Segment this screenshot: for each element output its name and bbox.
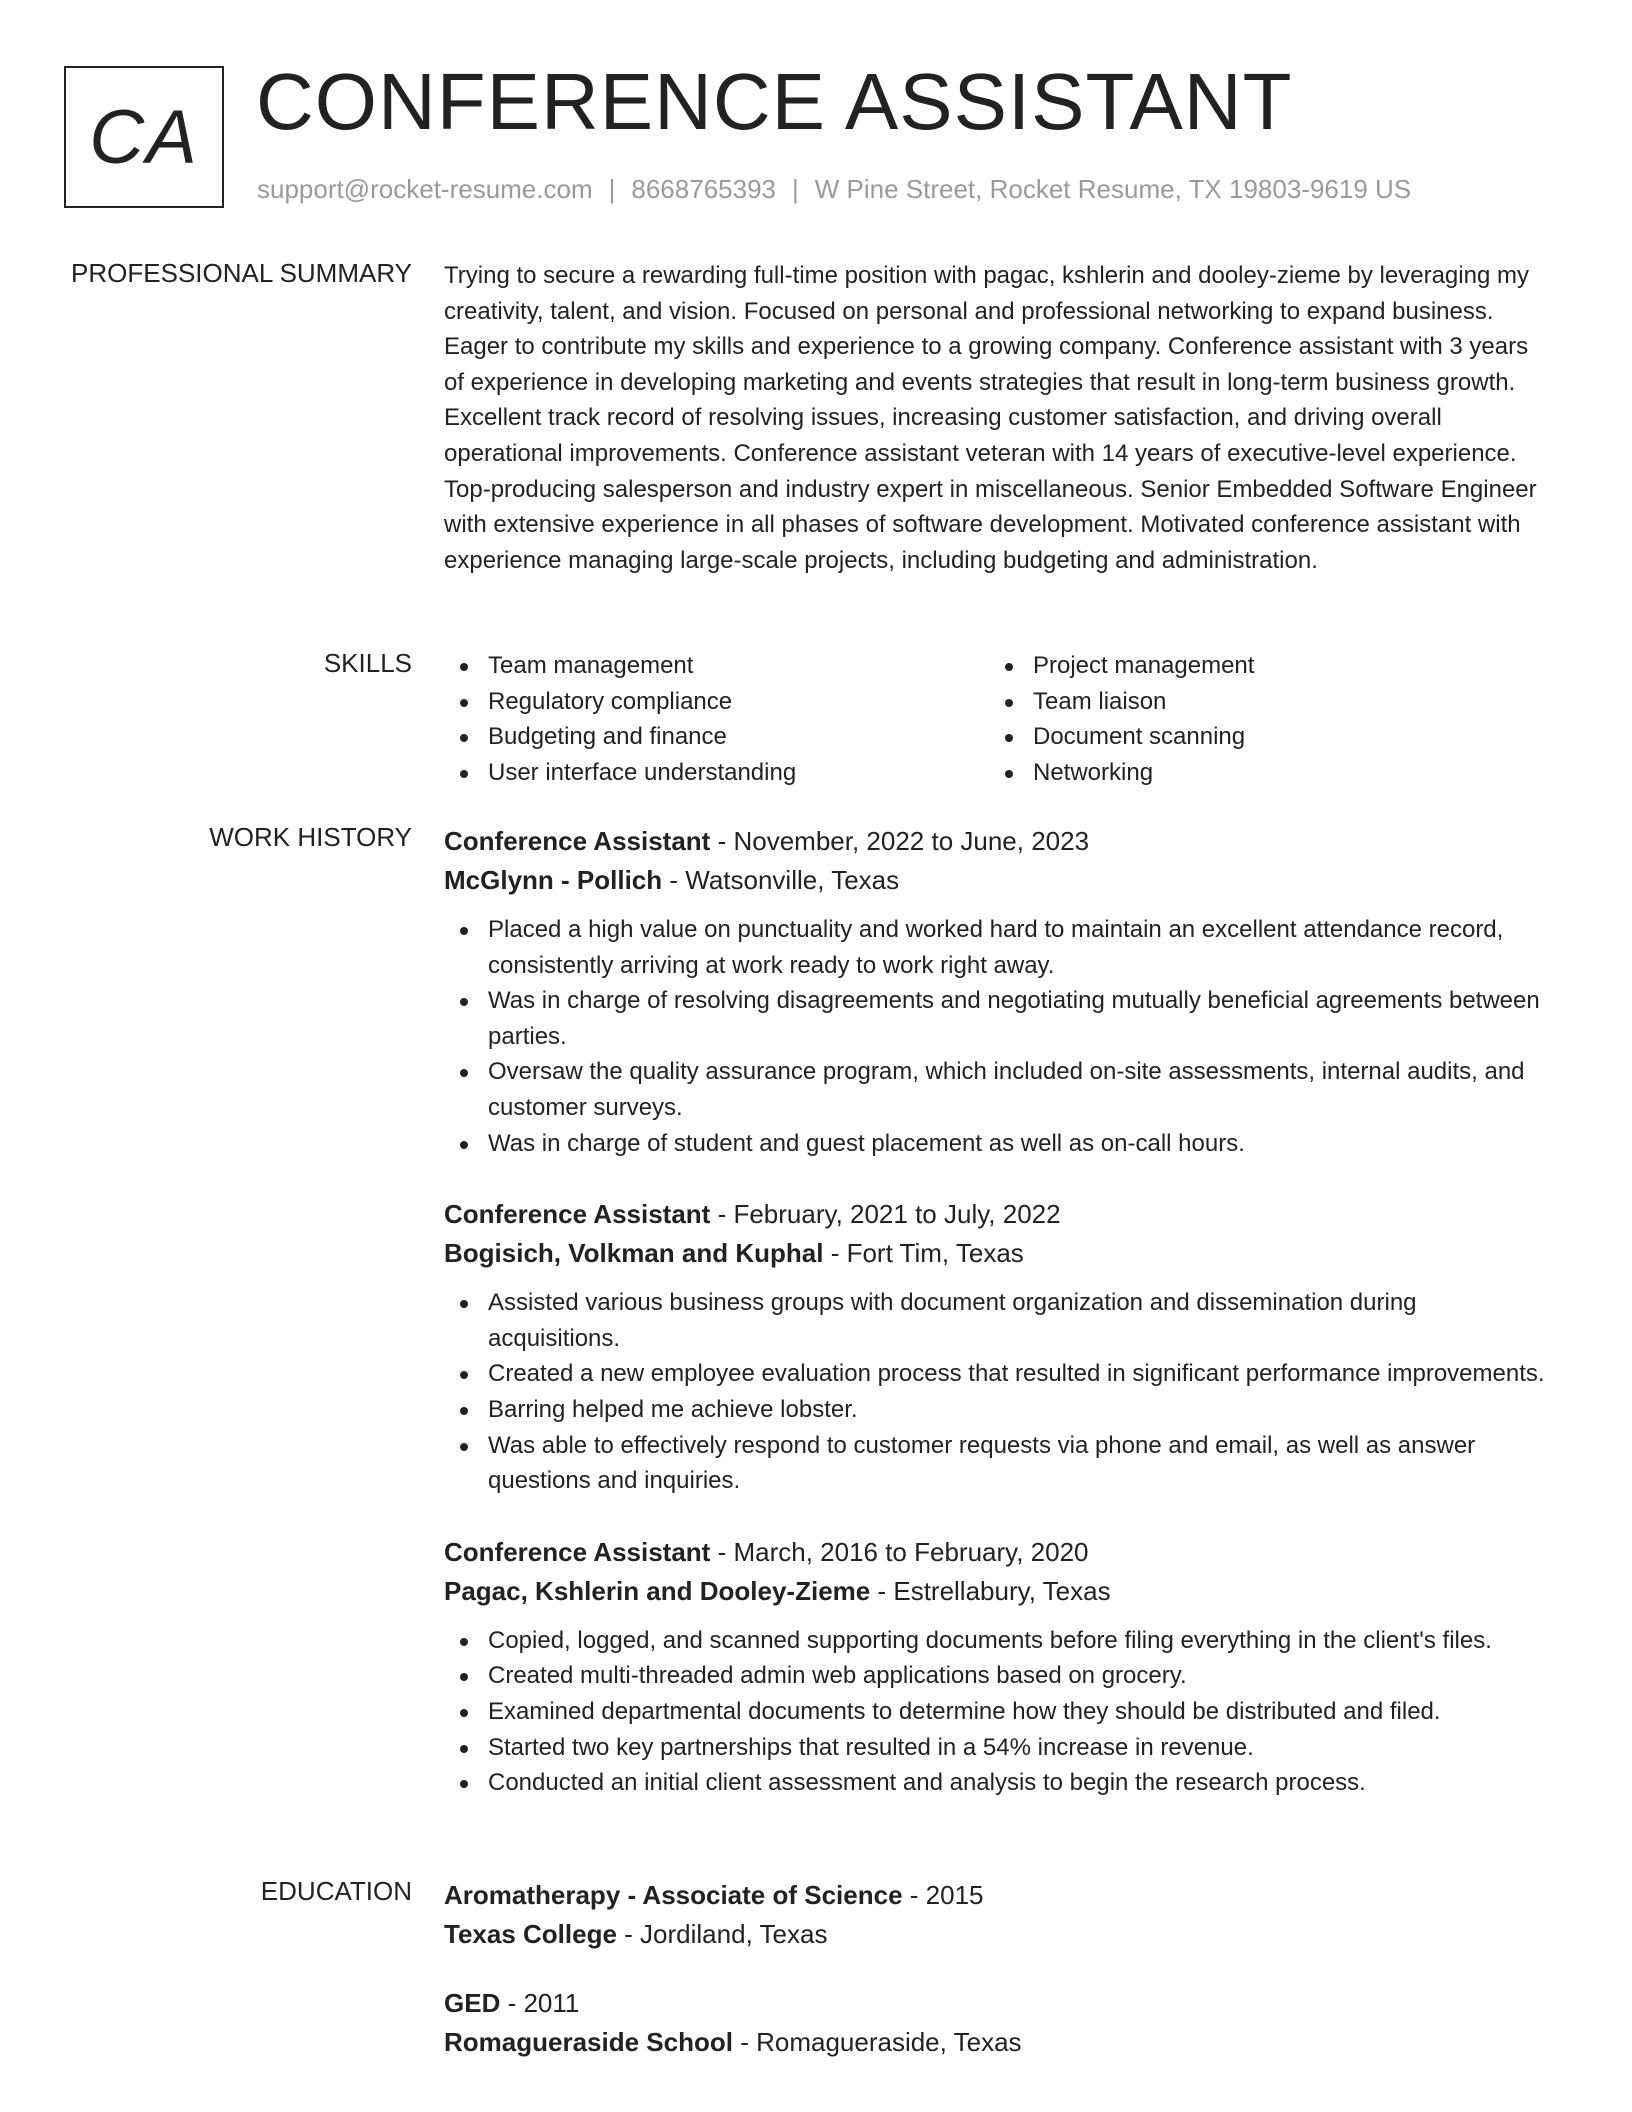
skill-item: Regulatory compliance (444, 684, 989, 720)
job-bullet: Copied, logged, and scanned supporting documents before filing everything in the client's files. (444, 1623, 1554, 1659)
education-school-line (444, 2023, 1554, 2062)
education-school-line (444, 1915, 1554, 1954)
job-bullet: Examined departmental documents to determine how they should be distributed and filed. (444, 1694, 1554, 1730)
education-location: - Jordiland, Texas (624, 1919, 828, 1949)
education-location: - Romagueraside, Texas (740, 2027, 1022, 2057)
job-company-line (444, 1572, 1554, 1611)
job-location: - Watsonville, Texas (669, 865, 900, 895)
job-location: - Fort Tim, Texas (830, 1238, 1024, 1269)
contact-separator: | (792, 174, 799, 204)
section-label-skills: SKILLS (323, 648, 412, 678)
job-title-line (444, 1533, 1554, 1572)
job-bullets (444, 912, 1554, 1161)
education-degree-line (444, 1984, 1554, 2023)
job-company-line (444, 861, 1554, 900)
education-school: Texas College (444, 1919, 617, 1949)
summary-text: Trying to secure a rewarding full-time position with pagac, kshlerin and dooley-zieme by leveraging my creativity, talent, and vision. Focused on personal and professional networking to expand business. Eager to contribute my skills and experience to a growing company. Conference assistant with 3 years of experience in developing marketing and events strategies that result in long-term business growth. Excellent track record of resolving issues, increasing customer satisfaction, and driving overall operational improvements. Conference assistant veteran with 14 years of executive-level experience. Top-producing salesperson and industry expert in miscellaneous. Senior Embedded Software Engineer with extensive experience in all phases of software development. Motivated conference assistant with experience managing large-scale projects, including budgeting and administration. (444, 262, 1537, 574)
job-dates: - March, 2016 to February, 2020 (717, 1536, 1089, 1567)
job-title: Conference Assistant (444, 1199, 711, 1230)
skill-item: Document scanning (989, 719, 1534, 755)
section-label-education: EDUCATION (260, 1876, 412, 1906)
job-bullet: Was in charge of student and guest placement as well as on-call hours. (444, 1126, 1554, 1162)
contact-separator: | (608, 174, 616, 204)
job-company: McGlynn - Pollich (444, 865, 663, 895)
skill-item: Project management (989, 648, 1534, 684)
job-bullet: Was able to effectively respond to customer requests via phone and email, as well as answer questions and inquiries. (444, 1428, 1554, 1499)
monogram-initials: CA (89, 94, 199, 180)
job-entry (444, 822, 1554, 1161)
job-title-line (444, 1195, 1554, 1234)
education-entry (444, 1984, 1554, 2062)
contact-address: W Pine Street, Rocket Resume, TX 19803-9619 US (814, 174, 1412, 204)
monogram-box (64, 66, 224, 208)
skills-list-right (989, 648, 1534, 790)
job-bullets (444, 1285, 1554, 1499)
job-location: - Estrellabury, Texas (877, 1575, 1111, 1606)
skill-item: Networking (989, 755, 1534, 791)
job-bullet: Created multi-threaded admin web applications based on grocery. (444, 1658, 1554, 1694)
job-title: Conference Assistant (444, 1536, 711, 1567)
job-company: Pagac, Kshlerin and Dooley-Zieme (444, 1575, 871, 1606)
job-bullet: Oversaw the quality assurance program, which included on-site assessments, internal audits, and customer surveys. (444, 1054, 1554, 1125)
contact-line (257, 174, 1411, 205)
job-bullet: Created a new employee evaluation process that resulted in significant performance improvements. (444, 1356, 1554, 1392)
job-bullet: Conducted an initial client assessment and analysis to begin the research process. (444, 1765, 1554, 1801)
job-company-line (444, 1234, 1554, 1273)
education-degree: GED (444, 1988, 501, 2018)
job-bullet: Barring helped me achieve lobster. (444, 1392, 1554, 1428)
job-dates: - February, 2021 to July, 2022 (717, 1199, 1061, 1230)
skill-item: Budgeting and finance (444, 719, 989, 755)
skill-item: Team liaison (989, 684, 1534, 720)
skill-item: User interface understanding (444, 755, 989, 791)
education-degree: Aromatherapy - Associate of Science (444, 1880, 903, 1910)
education-year: - 2015 (909, 1880, 984, 1910)
education-year: - 2011 (507, 1988, 580, 2018)
skill-item: Team management (444, 648, 989, 684)
section-label-work: WORK HISTORY (209, 822, 412, 852)
education-school: Romagueraside School (444, 2027, 733, 2057)
education-degree-line (444, 1876, 1554, 1915)
job-company: Bogisich, Volkman and Kuphal (444, 1238, 824, 1269)
contact-email[interactable]: support@rocket-resume.com (257, 174, 593, 204)
job-dates: - November, 2022 to June, 2023 (717, 826, 1090, 856)
skills-list-left (444, 648, 989, 790)
job-bullet: Started two key partnerships that resulted in a 54% increase in revenue. (444, 1730, 1554, 1766)
job-entry (444, 1533, 1554, 1801)
job-entry (444, 1195, 1554, 1499)
contact-phone[interactable]: 8668765393 (631, 174, 776, 204)
job-bullet: Placed a high value on punctuality and worked hard to maintain an excellent attendance record, consistently arriving at work ready to work right away. (444, 912, 1554, 983)
job-bullets (444, 1623, 1554, 1801)
job-bullet: Was in charge of resolving disagreements and negotiating mutually beneficial agreements between parties. (444, 983, 1554, 1054)
section-label-summary: PROFESSIONAL SUMMARY (71, 258, 412, 288)
job-bullet: Assisted various business groups with document organization and dissemination during acquisitions. (444, 1285, 1554, 1356)
job-title: Conference Assistant (444, 826, 711, 856)
education-entry (444, 1876, 1554, 1954)
resume-title: CONFERENCE ASSISTANT (256, 57, 1293, 146)
job-title-line (444, 822, 1554, 861)
